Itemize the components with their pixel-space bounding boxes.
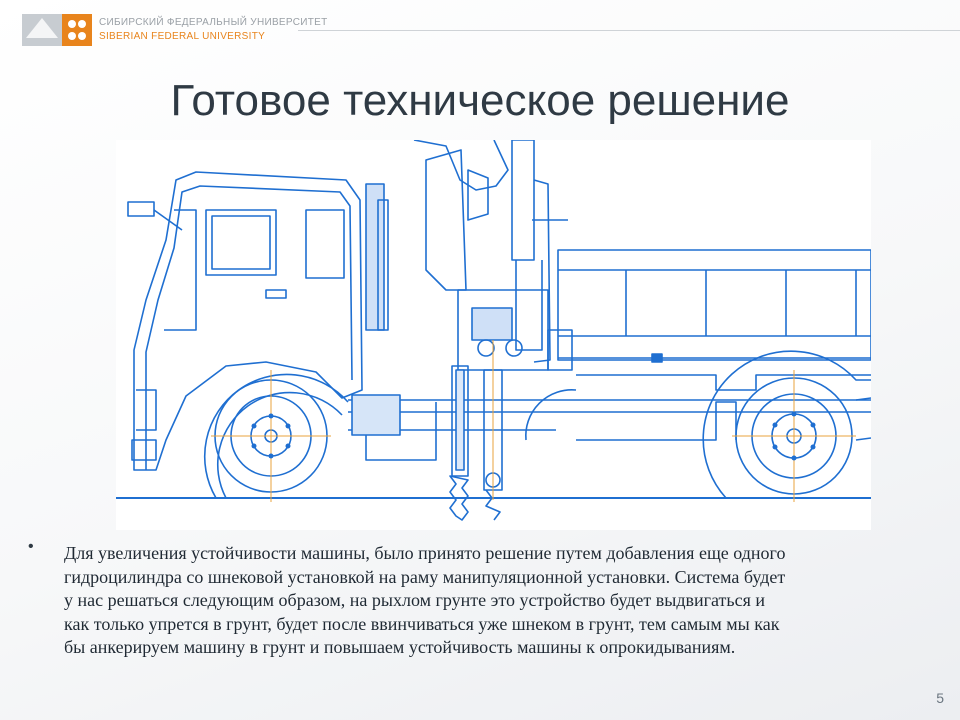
sfu-logo-icon: [22, 12, 94, 48]
logo-text-ru: СИБИРСКИЙ ФЕДЕРАЛЬНЫЙ УНИВЕРСИТЕТ: [99, 17, 328, 28]
truck-drawing-svg: [116, 140, 871, 530]
header-divider: [298, 30, 960, 31]
page-number: 5: [936, 690, 944, 706]
header: [0, 0, 960, 60]
logo-text-en: SIBERIAN FEDERAL UNIVERSITY: [99, 31, 266, 42]
description-paragraph: Для увеличения устойчивости машины, было принято решение путем добавления еще одного гидроцилиндра со шнековой установкой на раму манипуляционной установки. Система будет у нас решаться следующим образом, на рыхлом грунте это устройство будет выдвигаться и как только упрется в грунт, будет после ввинчиваться уже шнеком в грунт, тем самым мы как бы анкерируем машину в грунт и повышаем устойчивость машины к опрокидываниям.: [64, 543, 786, 657]
slide-title: Готовое техническое решение: [170, 76, 790, 125]
technical-drawing: [116, 140, 871, 530]
bullet-marker: •: [28, 538, 34, 555]
